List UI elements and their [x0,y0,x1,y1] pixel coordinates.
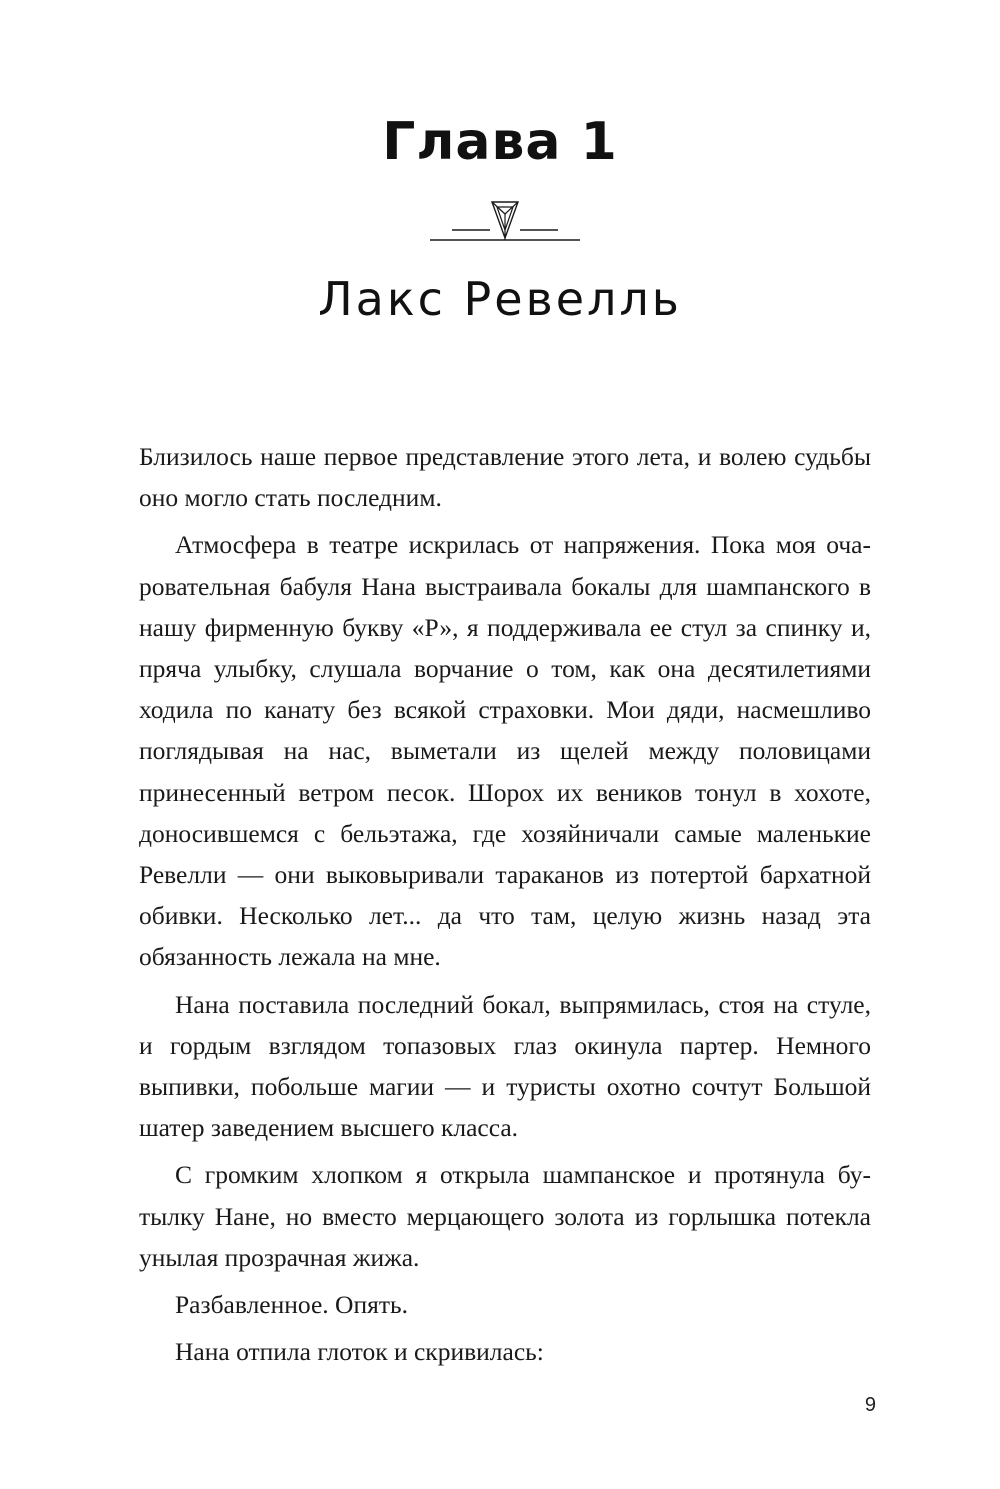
paragraph: Разбавленное. Опять. [175,1290,408,1320]
chapter-title: Лакс Ревелль [318,272,682,326]
paragraph: Нана отпила глоток и скривилась: [175,1337,544,1367]
paragraph: Близилось наше первое представление этого лета, и волею судьбы оно могло стать последним. [139,442,871,513]
chapter-body [139,436,871,1378]
diamond-arrow-ornament-icon [430,198,580,244]
paragraph: Атмосфера в театре искрилась от напряжения. Пока моя очаровательная бабуля Нана выстраивала бокалы для шампанского в нашу фирменную букву «Р», я поддерживала ее стул за спинку и, пряча улыбку, слушала ворчание о том, как она десятилетиями ходила по канату без всякой страховки. Мои дяди, насмешливо поглядывая на нас, выметали из щелей между половицами принесенный ветром песок. Шорох их веников тонул в хохоте, доносившемся с бельэтажа, где хозяйничали самые маленькие Ревелли — они выковыривали тараканов из потертой бархатной обивки. Несколько лет... да что там, целую жизнь назад эта обязанность лежала на мне. [139,530,871,972]
paragraph: Нана поставила последний бокал, выпрямилась, стоя на стуле, и гордым взглядом топазовых глаз окинула партер. Немного выпивки, побольше магии — и туристы охотно сочтут Большой шатер заведением высшего класса. [139,989,871,1143]
paragraph: С громким хлопком я открыла шампанское и протянула бутылку Нане, но вместо мерцающего золота из горлышка потекла унылая прозрачная жижа. [139,1160,871,1272]
chapter-number: Глава 1 [382,112,618,172]
page-number: 9 [864,1394,876,1416]
